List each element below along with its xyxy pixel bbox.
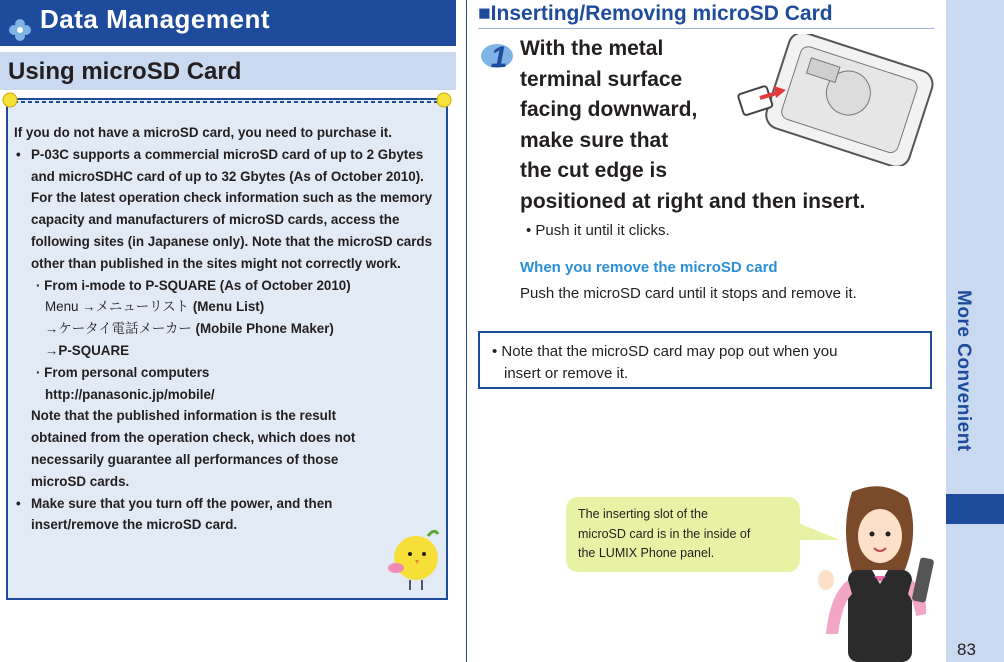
note-text — [14, 122, 440, 536]
subheader-title: Using microSD Card — [8, 58, 242, 85]
note-para-1: For the latest operation check information such as the memory capacity and manufacturers of microSD cards, access the following sites (in Japanese only). Note that the microSD cards other than published in the sites might not correctly work. — [31, 190, 433, 271]
step-bullet: • Push it until it clicks. — [526, 222, 670, 239]
bubble-line: the LUMIX Phone panel. — [578, 546, 715, 560]
step-line: With the metal — [520, 37, 664, 60]
page-number: 83 — [957, 640, 976, 659]
step-number: 1 — [490, 41, 508, 72]
info-text — [492, 341, 837, 385]
info-line: insert or remove it. — [504, 365, 629, 382]
flower-icon — [4, 14, 38, 44]
chapter-tab-marker — [946, 494, 1004, 524]
note-intro: If you do not have a microSD card, you need to purchase it. — [14, 125, 392, 140]
bubble-text — [578, 505, 750, 564]
chapter-label: More Convenient — [953, 290, 974, 452]
note-bullet-2: • Make sure that you turn off the power, and then insert/remove the microSD card. — [16, 495, 333, 533]
site1-path-1: Menu →メニューリスト (Menu List) — [45, 299, 265, 315]
site2-url[interactable]: http://panasonic.jp/mobile/ — [45, 386, 215, 402]
header-title: Data Management — [40, 4, 270, 34]
step-number-badge — [480, 36, 518, 72]
bubble-line: The inserting slot of the — [578, 507, 708, 521]
info-line: • Note that the microSD card may pop out when you — [492, 343, 838, 360]
site1-path-3: →P-SQUARE — [45, 342, 130, 358]
remove-text: Push the microSD card until it stops and remove it. — [520, 285, 857, 302]
title-rule — [478, 28, 934, 29]
step-line: facing downward, — [520, 98, 698, 121]
guide-character-illustration — [812, 484, 940, 662]
step-line: positioned at right and then insert. — [520, 189, 866, 213]
pin-icons — [0, 90, 456, 114]
subheader — [0, 52, 456, 90]
site2-label: · From personal computers — [36, 364, 210, 380]
step-line: terminal surface — [520, 67, 683, 91]
site1-label: · From i-mode to P-SQUARE (As of October 2010) — [36, 277, 351, 293]
step-line: the cut edge is — [520, 159, 668, 182]
section-title: ■Inserting/Removing microSD Card — [478, 2, 833, 25]
site1-path-2: →ケータイ電話メーカー (Mobile Phone Maker) — [45, 321, 334, 337]
remove-heading: When you remove the microSD card — [520, 259, 778, 276]
bird-mascot-icon — [388, 524, 444, 594]
bubble-line: microSD card is in the inside of — [578, 526, 751, 541]
column-divider — [466, 0, 467, 662]
phone-illustration — [734, 34, 940, 166]
step-line: make sure that — [520, 128, 669, 152]
section-header — [0, 0, 456, 46]
note-para-2: Note that the published information is the result obtained from the operation check, which does not necessarily guarantee all performances of those microSD cards. — [31, 408, 356, 489]
note-bullet-1: • P-03C supports a commercial microSD card of up to 2 Gbytes and microSDHC card of up to 32 Gbytes (As of October 2010). — [16, 146, 424, 184]
